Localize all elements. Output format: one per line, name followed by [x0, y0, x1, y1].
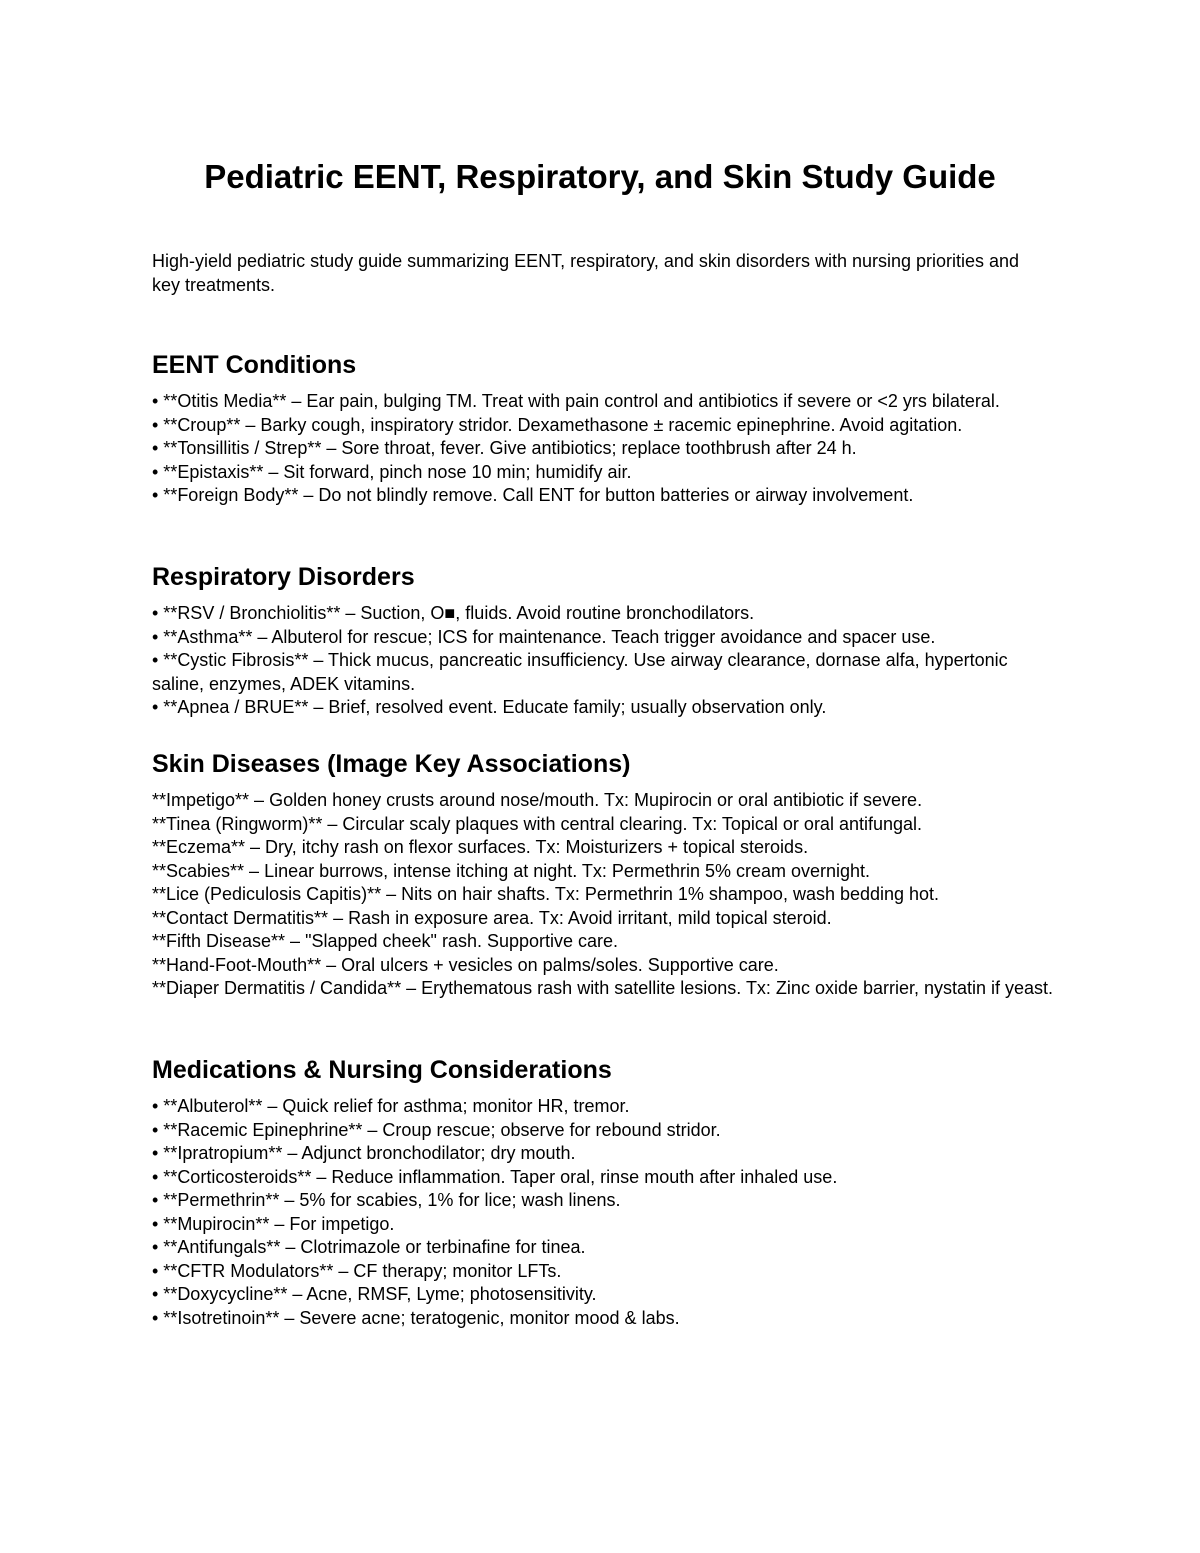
eent-item: • **Foreign Body** – Do not blindly remove. Call ENT for button batteries or airway involvement. [152, 485, 914, 505]
eent-heading: EENT Conditions [152, 351, 357, 379]
skin-item: **Scabies** – Linear burrows, intense itching at night. Tx: Permethrin 5% cream overnight. [152, 860, 871, 881]
medications-heading: Medications & Nursing Considerations [152, 1056, 612, 1084]
respiratory-item: • **RSV / Bronchiolitis** – Suction, O■, fluids. Avoid routine bronchodilators. [152, 603, 755, 623]
eent-item: • **Croup** – Barky cough, inspiratory stridor. Dexamethasone ± racemic epinephrine. Avoid agitation. [152, 414, 963, 435]
medication-item: • **Corticosteroids** – Reduce inflammation. Taper oral, rinse mouth after inhaled use. [152, 1166, 838, 1187]
medication-item: • **Permethrin** – 5% for scabies, 1% for lice; wash linens. [152, 1190, 621, 1210]
respiratory-item: • **Asthma** – Albuterol for rescue; ICS for maintenance. Teach trigger avoidance and spacer use. [152, 626, 936, 647]
skin-heading: Skin Diseases (Image Key Associations) [152, 750, 631, 778]
eent-item: • **Tonsillitis / Strep** – Sore throat, fever. Give antibiotics; replace toothbrush after 24 h. [152, 438, 857, 458]
medication-item: • **CFTR Modulators** – CF therapy; monitor LFTs. [152, 1260, 562, 1281]
skin-item: **Impetigo** – Golden honey crusts around nose/mouth. Tx: Mupirocin or oral antibiotic if severe. [152, 790, 923, 810]
skin-item: **Fifth Disease** – "Slapped cheek" rash. Supportive care. [152, 931, 619, 951]
skin-item: **Eczema** – Dry, itchy rash on flexor surfaces. Tx: Moisturizers + topical steroids. [152, 837, 809, 857]
medication-item: • **Mupirocin** – For impetigo. [152, 1213, 395, 1234]
page-title: Pediatric EENT, Respiratory, and Skin Study Guide [204, 158, 996, 195]
medications-section [152, 1055, 1057, 1330]
eent-section [152, 350, 1057, 508]
skin-item: **Diaper Dermatitis / Candida** – Erythematous rash with satellite lesions. Tx: Zinc oxide barrier, nystatin if yeast. [152, 978, 1054, 998]
skin-item: **Hand-Foot-Mouth** – Oral ulcers + vesicles on palms/soles. Supportive care. [152, 954, 779, 975]
skin-item: **Lice (Pediculosis Capitis)** – Nits on hair shafts. Tx: Permethrin 1% shampoo, wash bedding hot. [152, 884, 940, 904]
eent-item: • **Otitis Media** – Ear pain, bulging TM. Treat with pain control and antibiotics if severe or <2 yrs bilateral. [152, 391, 1000, 411]
medication-item: • **Doxycycline** – Acne, RMSF, Lyme; photosensitivity. [152, 1284, 597, 1304]
respiratory-item: • **Cystic Fibrosis** – Thick mucus, pancreatic insufficiency. Use airway clearance, dornase alfa, hypertonic saline, enzymes, ADEK vitamins. [152, 650, 1008, 694]
medication-item: • **Antifungals** – Clotrimazole or terbinafine for tinea. [152, 1237, 586, 1257]
respiratory-heading: Respiratory Disorders [152, 563, 415, 591]
medication-item: • **Albuterol** – Quick relief for asthma; monitor HR, tremor. [152, 1096, 630, 1116]
medication-item: • **Ipratropium** – Adjunct bronchodilator; dry mouth. [152, 1143, 576, 1163]
skin-item: **Tinea (Ringworm)** – Circular scaly plaques with central clearing. Tx: Topical or oral antifungal. [152, 813, 923, 834]
medication-item: • **Racemic Epinephrine** – Croup rescue; observe for rebound stridor. [152, 1119, 721, 1140]
skin-section [152, 749, 1057, 1001]
respiratory-section [152, 562, 1057, 720]
eent-item: • **Epistaxis** – Sit forward, pinch nose 10 min; humidify air. [152, 461, 632, 482]
skin-item: **Contact Dermatitis** – Rash in exposure area. Tx: Avoid irritant, mild topical steroid. [152, 907, 832, 928]
medication-item: • **Isotretinoin** – Severe acne; teratogenic, monitor mood & labs. [152, 1307, 680, 1328]
respiratory-item: • **Apnea / BRUE** – Brief, resolved event. Educate family; usually observation only. [152, 697, 827, 717]
intro-paragraph: High-yield pediatric study guide summarizing EENT, respiratory, and skin disorders with nursing priorities and key treatments. [152, 251, 1020, 295]
